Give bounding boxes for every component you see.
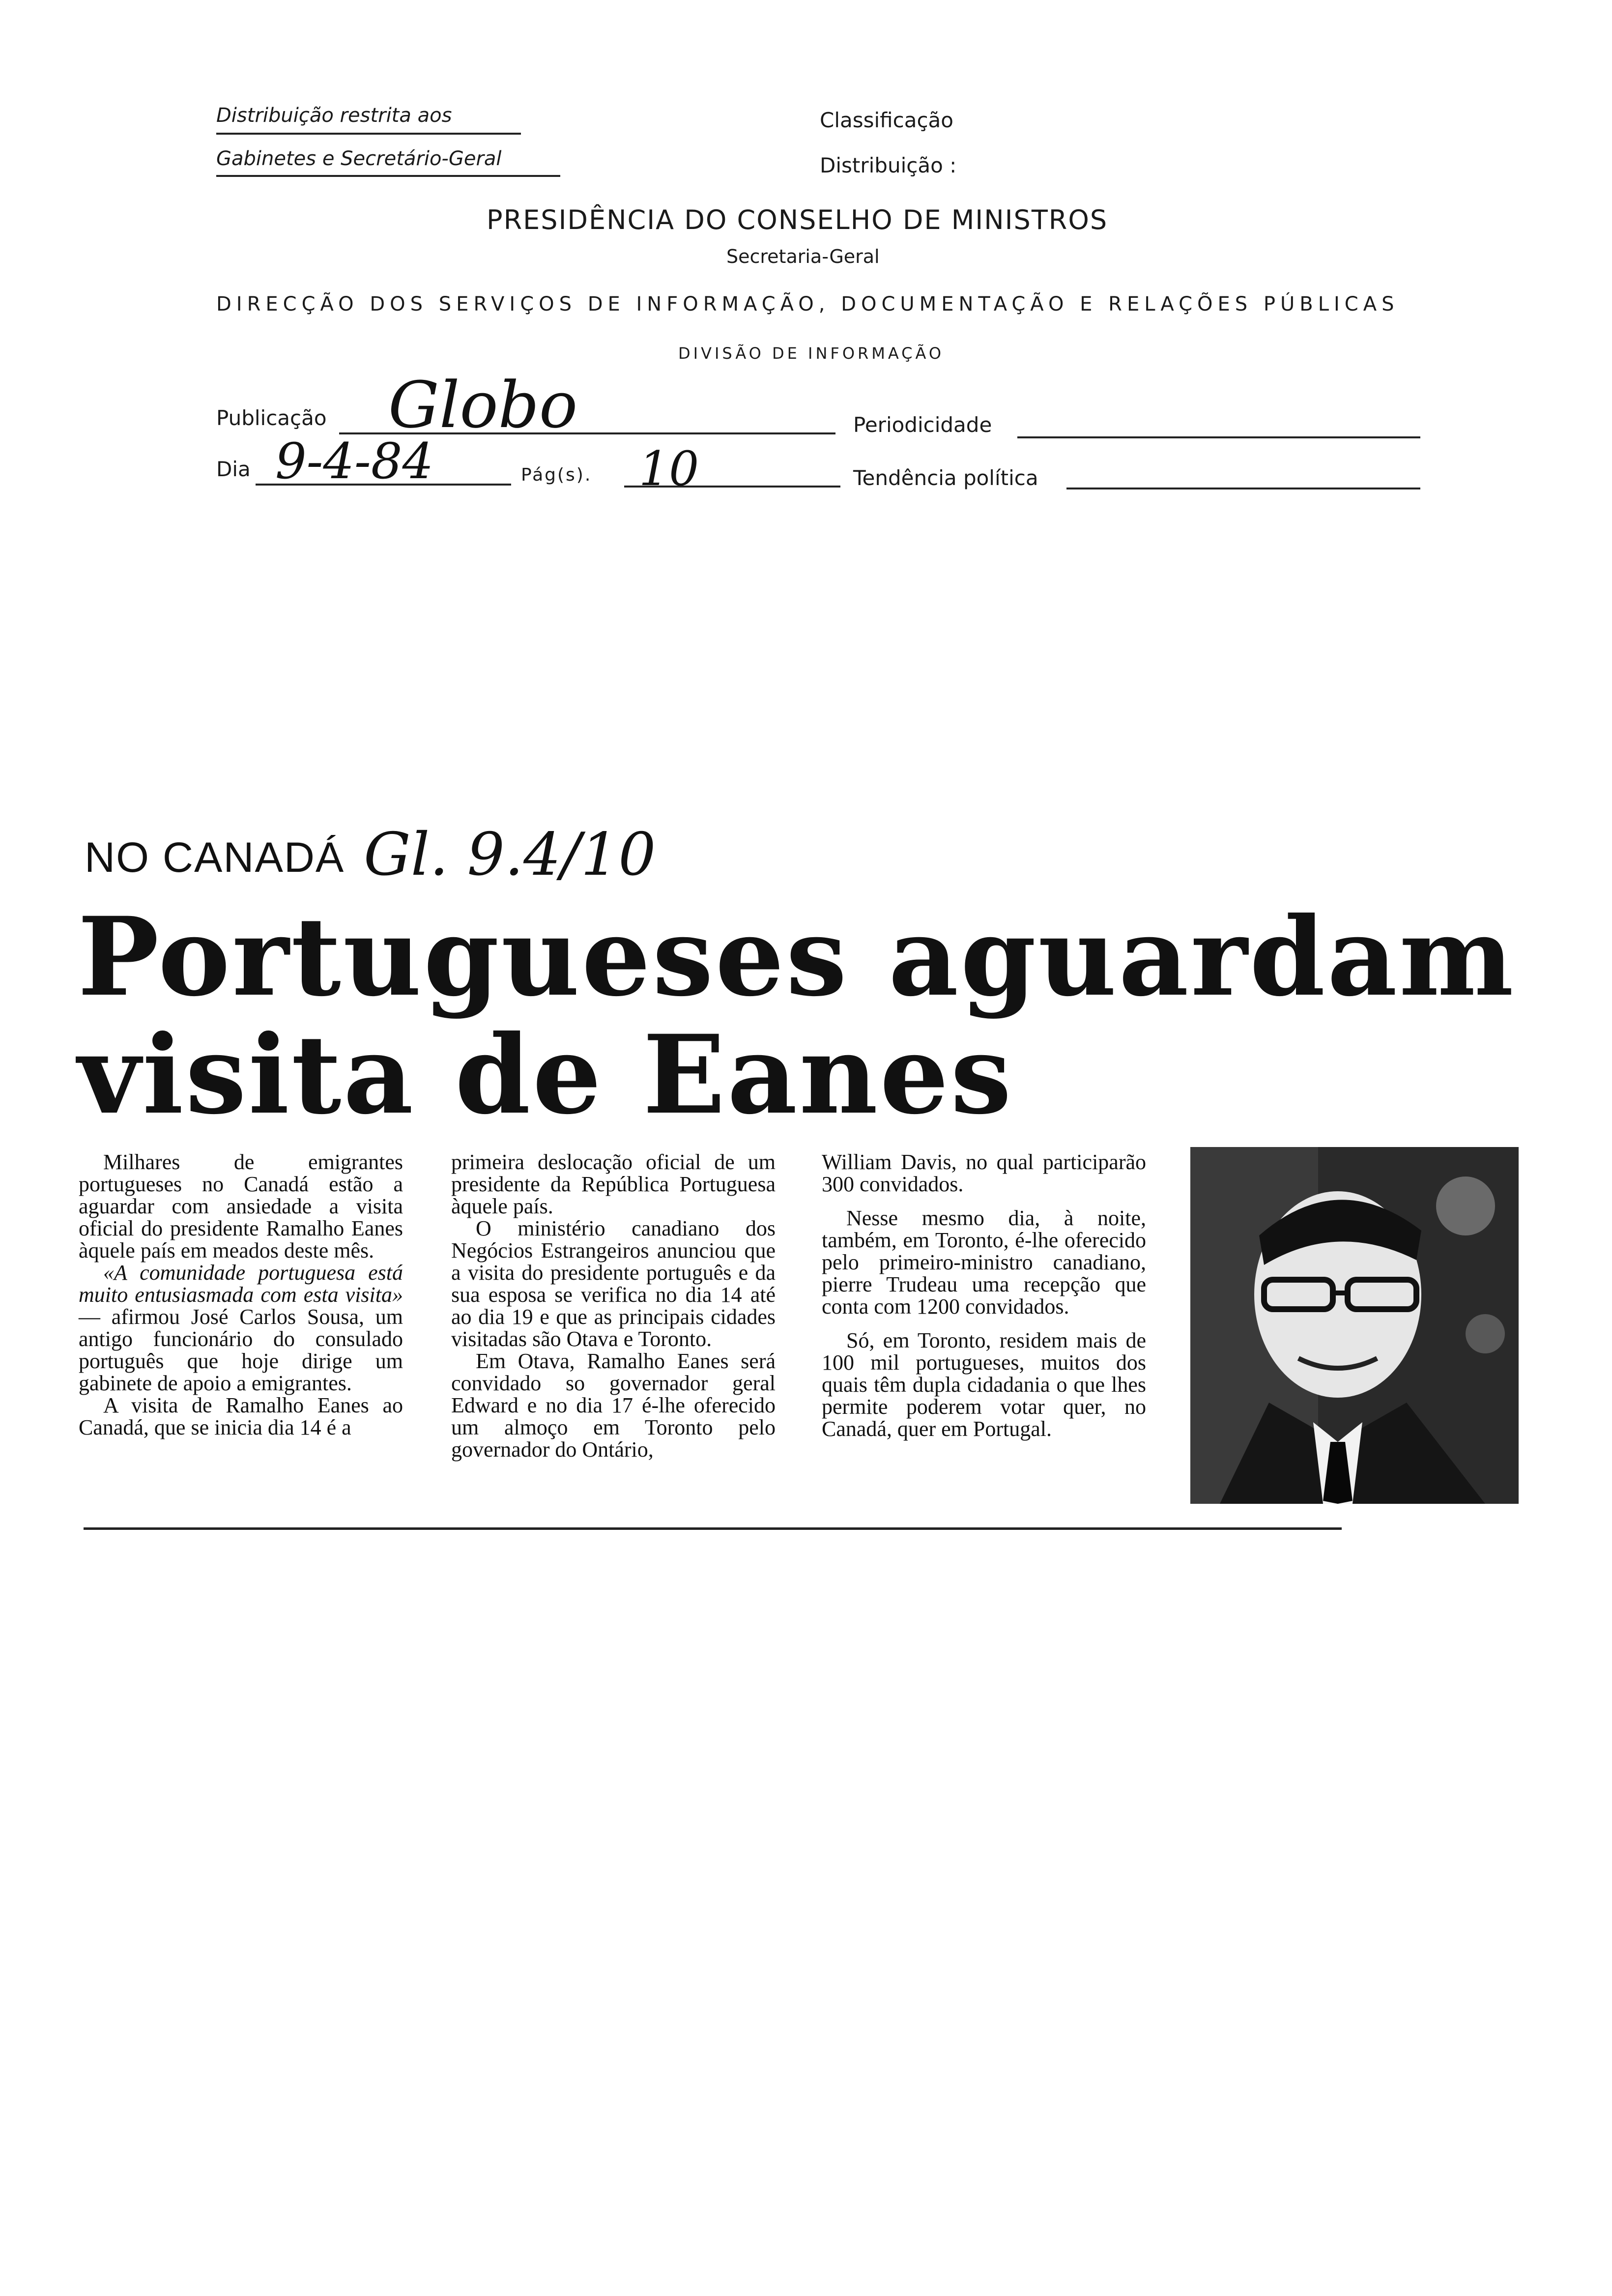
paragraph: Milhares de emigrantes portugueses no Canadá estão a aguardar com ansiedade a visita oficial do presidente Ramalho Eanes àquele país em meados deste mês. [79, 1150, 403, 1263]
organization-title: PRESIDÊNCIA DO CONSELHO DE MINISTROS [487, 204, 1108, 235]
secretariat-title: Secretaria-Geral [726, 246, 880, 267]
portrait-illustration [1190, 1147, 1519, 1504]
quote-attribution: — afirmou José Carlos Sousa, um antigo funcionário do consulado português que hoje dirige um gabinete de apoio a emigrantes. [79, 1305, 403, 1395]
directorate-title: DIRECÇÃO DOS SERVIÇOS DE INFORMAÇÃO, DOCUMENTAÇÃO E RELAÇÕES PÚBLICAS [216, 293, 1399, 316]
article-column-1 [79, 1151, 403, 1438]
paragraph: primeira deslocação oficial de um presidente da República Portuguesa àquele país. [451, 1150, 776, 1218]
quote: «A comunidade portuguesa está muito entusiasmada com esta visita» [79, 1261, 403, 1307]
article-column-2 [451, 1151, 776, 1461]
day-value: 9-4-84 [275, 432, 434, 490]
article-column-3 [822, 1151, 1146, 1440]
article-headline-line1: Portugueses aguardam [78, 893, 1516, 1020]
article-bottom-rule [84, 1527, 1342, 1530]
paragraph: Nesse mesmo dia, à noite, também, em Toronto, é-lhe oferecido pelo primeiro-ministro canadiano, pierre Trudeau uma recepção que conta com 1200 convidados. [822, 1206, 1146, 1319]
article-headline-line2: visita de Eanes [78, 1011, 1014, 1138]
classification-label: Classificação [820, 108, 953, 132]
publication-value: Globo [388, 368, 578, 442]
periodicity-label: Periodicidade [853, 413, 992, 437]
publication-label: Publicação [216, 406, 327, 430]
periodicity-line [1017, 436, 1420, 438]
distribution-underline-2 [216, 175, 560, 177]
day-label: Dia [216, 457, 251, 481]
pages-label: Pág(s). [521, 465, 592, 485]
paragraph: William Davis, no qual participarão 300 convidados. [822, 1150, 1146, 1196]
tendency-line [1066, 488, 1420, 489]
distribution-underline-1 [216, 133, 521, 135]
paragraph [79, 1262, 403, 1394]
division-title: DIVISÃO DE INFORMAÇÃO [678, 344, 945, 363]
paragraph: Só, em Toronto, residem mais de 100 mil portugueses, muitos dos quais têm dupla cidadania o que lhes permite poderem votar quer, no Canadá, quer em Portugal. [822, 1328, 1146, 1441]
pages-value: 10 [639, 441, 699, 496]
handwritten-annotation: Gl. 9.4/10 [364, 821, 656, 889]
paragraph: O ministério canadiano dos Negócios Estrangeiros anunciou que a visita do presidente português e da sua esposa se verifica no dia 14 até ao dia 19 e que as principais cidades visitadas são Otava e Toronto. [451, 1216, 776, 1351]
paragraph: A visita de Ramalho Eanes ao Canadá, que se inicia dia 14 é a [79, 1393, 403, 1439]
article-kicker: NO CANADÁ [85, 834, 345, 881]
tendency-label: Tendência política [853, 466, 1038, 490]
distribution-label: Distribuição : [820, 153, 957, 177]
paragraph: Em Otava, Ramalho Eanes será convidado so governador geral Edward e no dia 17 é-lhe oferecido um almoço em Toronto pelo governador do Ontário, [451, 1349, 776, 1462]
distribution-restricted-line1: Distribuição restrita aos [216, 104, 452, 127]
distribution-restricted-line2: Gabinetes e Secretário-Geral [216, 147, 502, 170]
portrait-photo [1190, 1147, 1519, 1504]
